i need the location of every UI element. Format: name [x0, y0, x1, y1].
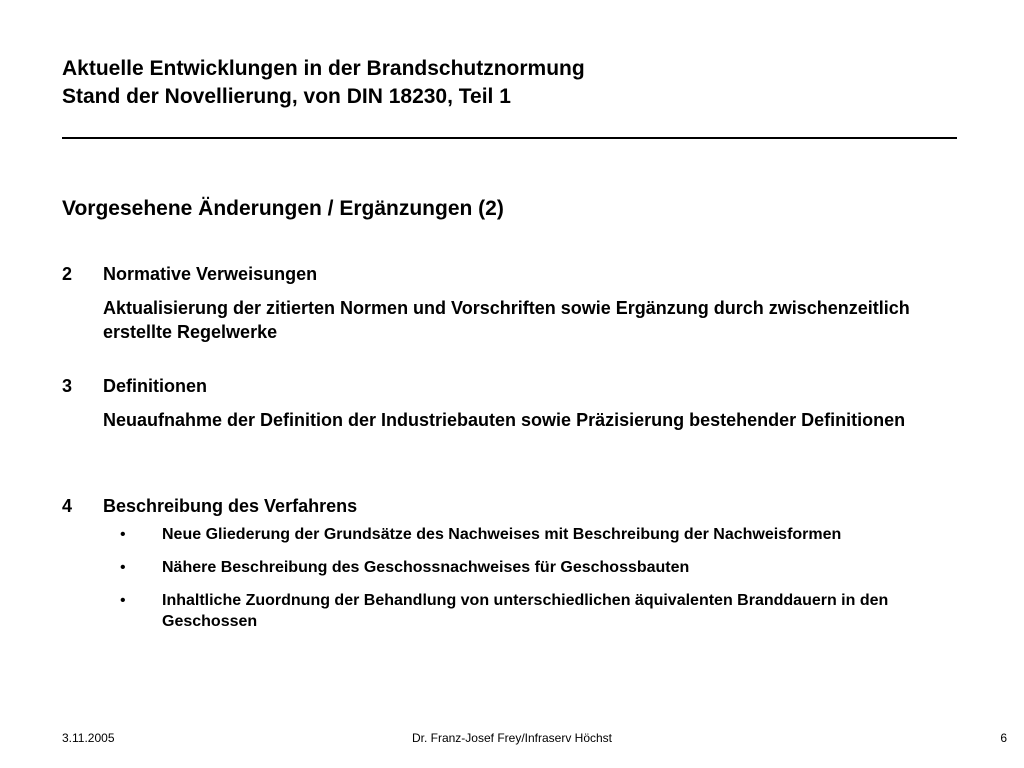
list-item [103, 524, 962, 545]
title-line-2: Stand der Novellierung, von DIN 18230, Teil 1 [62, 85, 511, 108]
footer-page-number: 6 [1000, 731, 1007, 745]
section-3 [62, 374, 962, 432]
footer-date: 3.11.2005 [62, 731, 115, 745]
footer-author: Dr. Franz-Josef Frey/Infraserv Höchst [411, 731, 613, 745]
section-subtitle: Vorgesehene Änderungen / Ergänzungen (2) [62, 197, 504, 220]
section-number: 2 [62, 264, 73, 284]
slide-title [62, 55, 962, 111]
bullet-text: Nähere Beschreibung des Geschossnachweises für Geschossbauten [162, 559, 690, 576]
bullet-icon: • [120, 592, 126, 609]
section-body: Neuaufnahme der Definition der Industriebauten sowie Präzisierung bestehender Definitionen [103, 410, 906, 430]
section-title: Definitionen [103, 376, 207, 396]
list-item [103, 557, 962, 578]
section-4 [62, 494, 962, 644]
section-body: Aktualisierung der zitierten Normen und Vorschriften sowie Ergänzung durch zwischenzeitlich erstellte Regelwerke [103, 298, 910, 342]
bullet-icon: • [120, 526, 126, 543]
bullet-icon: • [120, 559, 126, 576]
bullet-text: Neue Gliederung der Grundsätze des Nachweises mit Beschreibung der Nachweisformen [162, 526, 842, 543]
section-heading [62, 374, 962, 398]
section-heading [62, 494, 962, 518]
list-item [103, 590, 962, 632]
title-underline [62, 137, 957, 139]
section-heading [62, 262, 962, 286]
section-number: 3 [62, 376, 73, 396]
section-number: 4 [62, 496, 73, 516]
bullet-list [103, 524, 962, 632]
section-title: Normative Verweisungen [103, 264, 318, 284]
section-2 [62, 262, 962, 344]
section-title: Beschreibung des Verfahrens [103, 496, 358, 516]
bullet-text: Inhaltliche Zuordnung der Behandlung von unterschiedlichen äquivalenten Branddauern in den Geschossen [162, 592, 889, 630]
title-line-1: Aktuelle Entwicklungen in der Brandschutznormung [62, 57, 585, 80]
